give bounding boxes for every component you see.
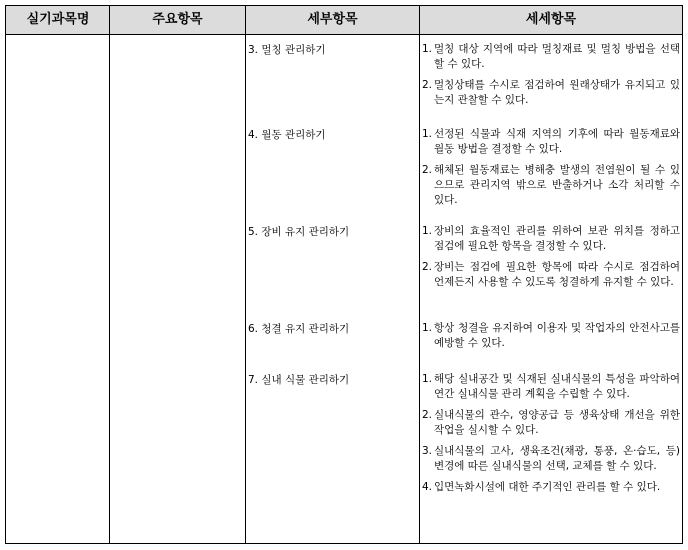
header-sub-item: 세부항목 [307,12,358,27]
competency-table [5,5,683,544]
list-item: 1. 해당 실내공간 및 식재된 실내식물의 특성을 파악하여 연간 실내식물 관리 계획을 수립할 수 있다. [422,373,680,400]
detail-items [422,127,680,208]
column-divider [109,6,110,543]
list-item: 2. 실내식물의 관수, 영양공급 등 생육상태 개선을 위한 작업을 실시할 수 있다. [422,409,680,436]
list-item: 1. 멀칭 대상 지역에 따라 멀칭재료 및 멀칭 방법을 선택할 수 있다. [422,43,680,70]
detail-items [422,321,680,351]
detail-items [422,42,680,108]
column-divider [245,6,246,543]
detail-items [422,372,680,495]
list-item: 1. 항상 청결을 유지하여 이용자 및 작업자의 안전사고를 예방할 수 있다. [422,322,680,349]
list-item: 1. 장비의 효율적인 관리를 위하여 보관 위치를 정하고 점검에 필요한 항목을 결정할 수 있다. [422,225,680,252]
detail-items [422,224,680,290]
table-header [6,6,682,35]
list-item: 4. 입면녹화시설에 대한 주기적인 관리를 할 수 있다. [422,481,661,493]
sub-item: 4. 월동 관리하기 [248,129,326,141]
sub-item: 3. 멀칭 관리하기 [248,44,326,56]
list-item: 2. 해체된 월동재료는 병해충 발생의 전염원이 될 수 있으므로 관리지역 밖으로 반출하거나 소각 처리할 수 있다. [422,164,680,206]
header-main-item: 주요항목 [152,12,203,27]
header-subject: 실기과목명 [26,12,90,27]
list-item: 1. 선정된 식물과 식재 지역의 기후에 따라 월동재료와 월동 방법을 결정할 수 있다. [422,128,680,155]
list-item: 2. 멀칭상태를 수시로 점검하여 원래상태가 유지되고 있는지 관찰할 수 있다. [422,79,680,106]
list-item: 2. 장비는 점검에 필요한 항목에 따라 수시로 점검하여 언제든지 사용할 수 있도록 청결하게 유지할 수 있다. [422,261,680,288]
list-item: 3. 실내식물의 고사, 생육조건(채광, 통풍, 온·습도, 등) 변경에 따른 실내식물의 선택, 교체를 할 수 있다. [422,445,680,472]
header-detail-item: 세세항목 [525,12,577,27]
sub-item: 6. 청결 유지 관리하기 [248,323,350,335]
column-divider [419,6,420,543]
sub-item: 5. 장비 유지 관리하기 [248,226,350,238]
sub-item: 7. 실내 식물 관리하기 [248,374,350,386]
